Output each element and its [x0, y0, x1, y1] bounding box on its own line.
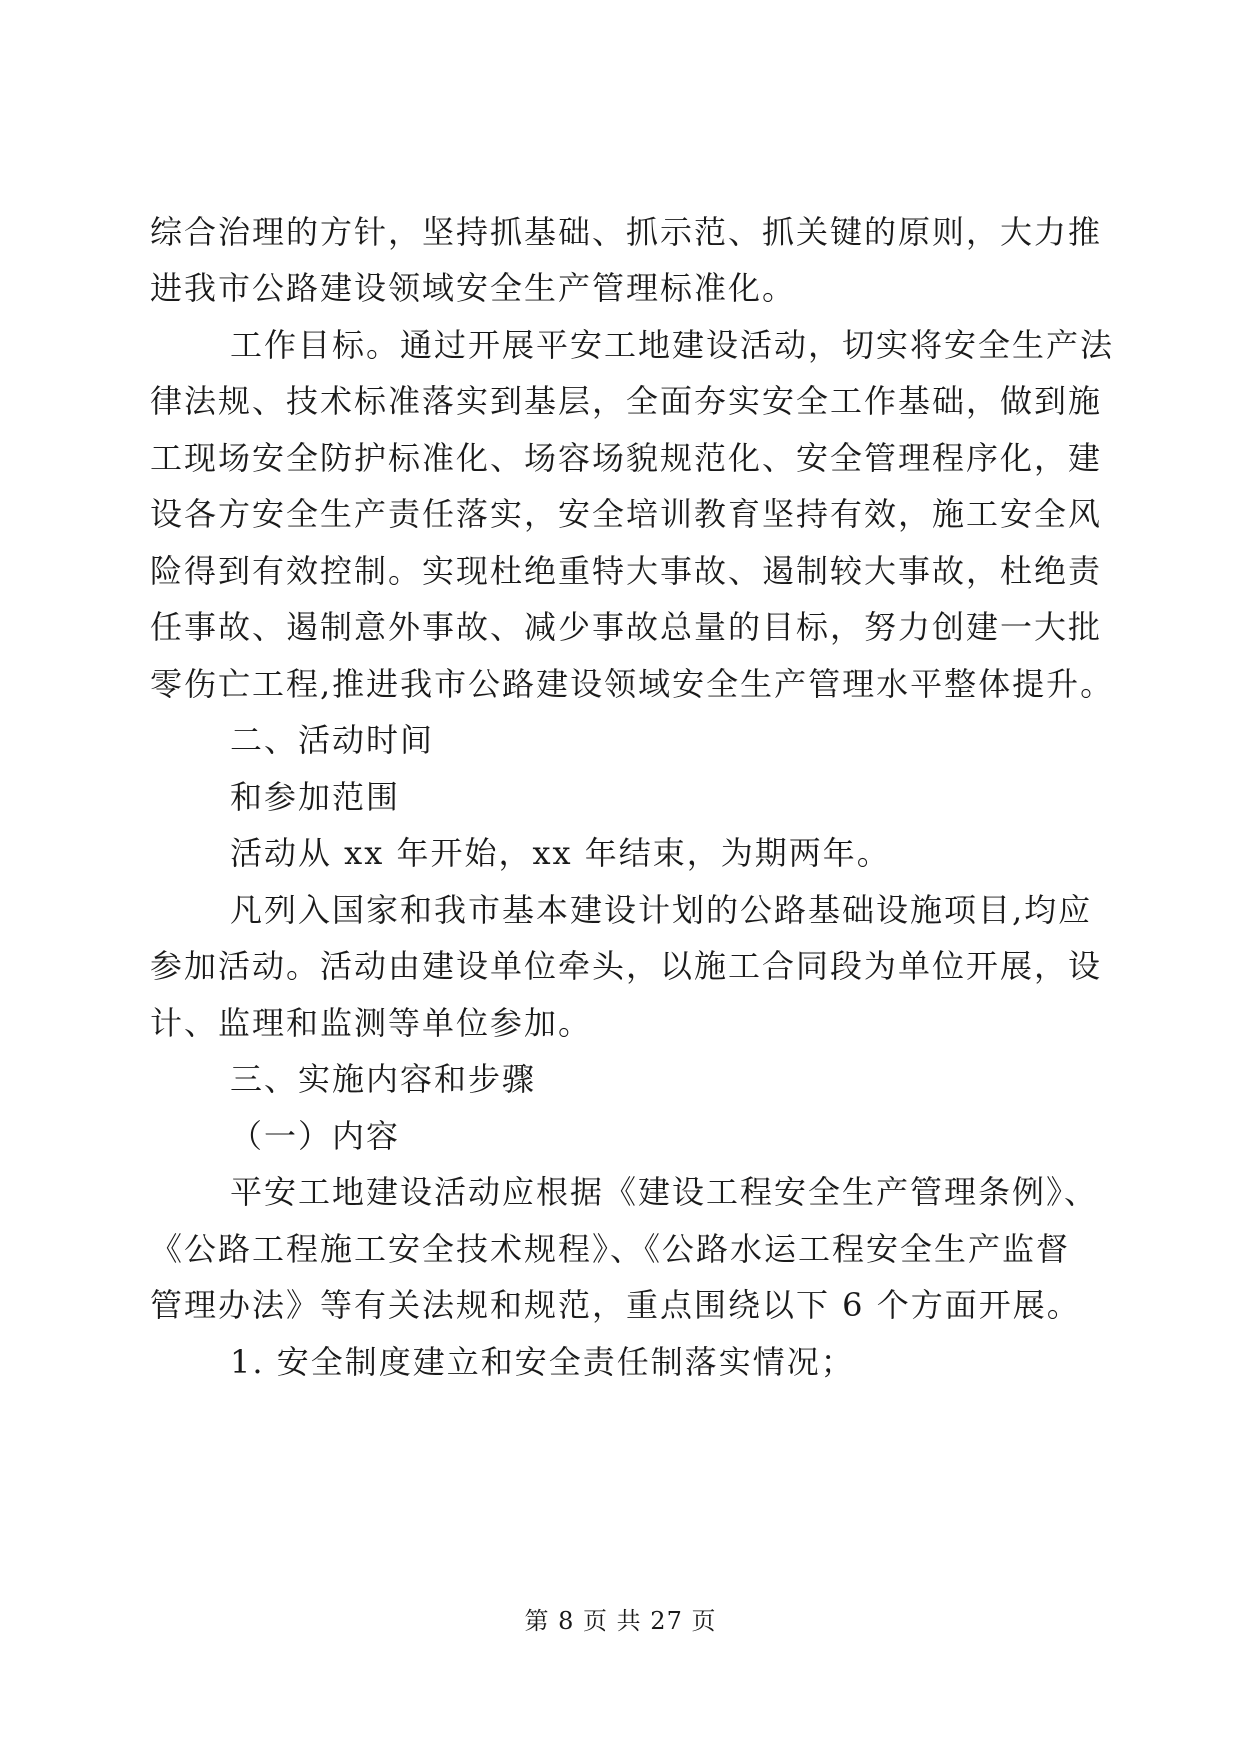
- text-line: 综合治理的方针，坚持抓基础、抓示范、抓关键的原则，大力推: [150, 213, 1103, 251]
- list-item: 1. 安全制度建立和安全责任制落实情况；: [230, 1343, 855, 1381]
- page-number: 第 8 页 共 27 页: [524, 1607, 717, 1635]
- text-line: 计、监理和监测等单位参加。: [150, 1004, 593, 1042]
- section-heading: 三、实施内容和步骤: [230, 1060, 537, 1098]
- text-line: 零伤亡工程,推进我市公路建设领域安全生产管理水平整体提升。: [150, 665, 1115, 703]
- text-line: 管理办法》等有关法规和规范，重点围绕以下 6 个方面开展。: [150, 1286, 1081, 1324]
- text-line: 平安工地建设活动应根据《建设工程安全生产管理条例》、: [230, 1173, 1099, 1211]
- text-line: 险得到有效控制。实现杜绝重特大事故、遏制较大事故，杜绝责: [150, 552, 1103, 590]
- section-heading: 和参加范围: [230, 778, 401, 816]
- text-line: 设各方安全生产责任落实，安全培训教育坚持有效，施工安全风: [150, 495, 1103, 533]
- text-line: 任事故、遏制意外事故、减少事故总量的目标，努力创建一大批: [150, 608, 1103, 646]
- text-line: 凡列入国家和我市基本建设计划的公路基础设施项目,均应: [230, 891, 1093, 929]
- text-line: 工现场安全防护标准化、场容场貌规范化、安全管理程序化，建: [150, 439, 1103, 477]
- text-line: 工作目标。通过开展平安工地建设活动，切实将安全生产法: [230, 326, 1115, 364]
- subsection-heading: （一）内容: [230, 1117, 401, 1155]
- section-heading: 二、活动时间: [230, 721, 435, 759]
- text-line: 参加活动。活动由建设单位牵头，以施工合同段为单位开展，设: [150, 947, 1103, 985]
- text-line: 活动从 xx 年开始，xx 年结束，为期两年。: [230, 834, 891, 872]
- text-line: 进我市公路建设领域安全生产管理标准化。: [150, 269, 797, 307]
- text-line: 《公路工程施工安全技术规程》、《公路水运工程安全生产监督: [150, 1230, 1071, 1268]
- text-line: 律法规、技术标准落实到基层，全面夯实安全工作基础，做到施: [150, 382, 1103, 420]
